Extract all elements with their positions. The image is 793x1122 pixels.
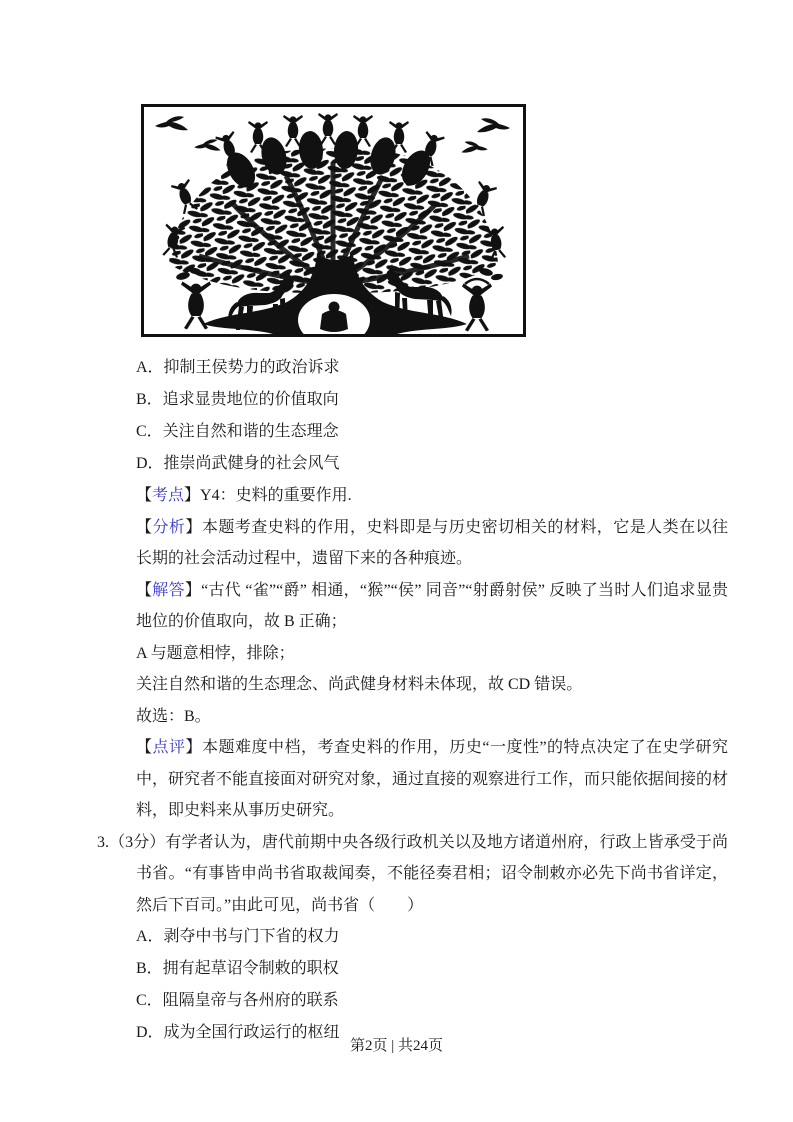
q3-stem: 3.（3分）有学者认为，唐代前期中央各级行政机关以及地方诸道州府，行政上皆承受于尚书省。“有事皆申尚书省取裁闻奏，不能径奏君相；诏令制敕亦必先下尚书省详定，然后下百司。”由此可见，尚书省（ ）	[97, 833, 728, 914]
jieda-line-3: 关注自然和谐的生态理念、尚武健身材料未体现，故 CD 错误。	[136, 676, 583, 693]
q3-options	[136, 921, 728, 1049]
q2-option-a: A．抑制王侯势力的政治诉求	[136, 359, 340, 376]
fenxi-text: 本题考查史料的作用，史料即是与历史密切相关的材料，它是人类在以往长期的社会活动过程中，遗留下来的各种痕迹。	[136, 518, 728, 567]
bracket-open: 【	[136, 739, 153, 756]
kaodian-section	[136, 480, 728, 512]
bracket-open: 【	[136, 487, 153, 504]
q3-option-c: C．阻隔皇帝与各州府的联系	[136, 992, 339, 1009]
dianping-section	[136, 732, 728, 827]
bracket-close: 】	[185, 518, 202, 536]
fenxi-section	[136, 512, 728, 575]
q3-option-b: B．拥有起草诏令制敕的职权	[136, 960, 339, 977]
bracket-open: 【	[136, 581, 153, 599]
page-footer	[0, 1036, 793, 1056]
page-content	[97, 0, 728, 1049]
han-brick-rubbing-figure	[141, 104, 526, 337]
dianping-text: 本题难度中档，考查史料的作用，历史“一度性”的特点决定了在史学研究中，研究者不能直接面对研究对象，通过直接的观察进行工作，而只能依据间接的材料，即史料来从事历史研究。	[136, 739, 729, 819]
answer-line: 故选：B。	[136, 707, 211, 725]
bracket-close: 】	[184, 581, 202, 599]
q2-option-b: B．追求显贵地位的价值取向	[136, 391, 339, 408]
page-indicator: 第2页 | 共24页	[349, 1038, 443, 1054]
q3-option-a: A．剥夺中书与门下省的权力	[136, 928, 340, 945]
dianping-tag: 点评	[152, 739, 186, 756]
bracket-close: 】	[184, 487, 201, 504]
kaodian-tag: 考点	[152, 487, 185, 504]
jieda-section	[136, 575, 728, 638]
fenxi-tag: 分析	[152, 518, 186, 536]
jieda-text: “古代 “雀”“爵” 相通，“猴”“侯” 同音”“射爵射侯” 反映了当时人们追求显贵地位的价值取向，故 B 正确；	[136, 581, 728, 630]
bracket-open: 【	[136, 518, 153, 536]
q3-option-d: D．成为全国行政运行的枢纽	[136, 1024, 340, 1041]
jieda-line-2: A 与题意相悖，排除；	[136, 644, 295, 662]
q2-option-c: C．关注自然和谐的生态理念	[136, 423, 339, 440]
bracket-close: 】	[185, 739, 202, 756]
q2-option-d: D．推崇尚武健身的社会风气	[136, 455, 340, 472]
rubbing-tree-hunting-scene-image	[141, 104, 526, 337]
kaodian-text: Y4：史料的重要作用.	[200, 487, 352, 504]
q2-options	[136, 352, 728, 480]
jieda-tag: 解答	[152, 581, 185, 599]
